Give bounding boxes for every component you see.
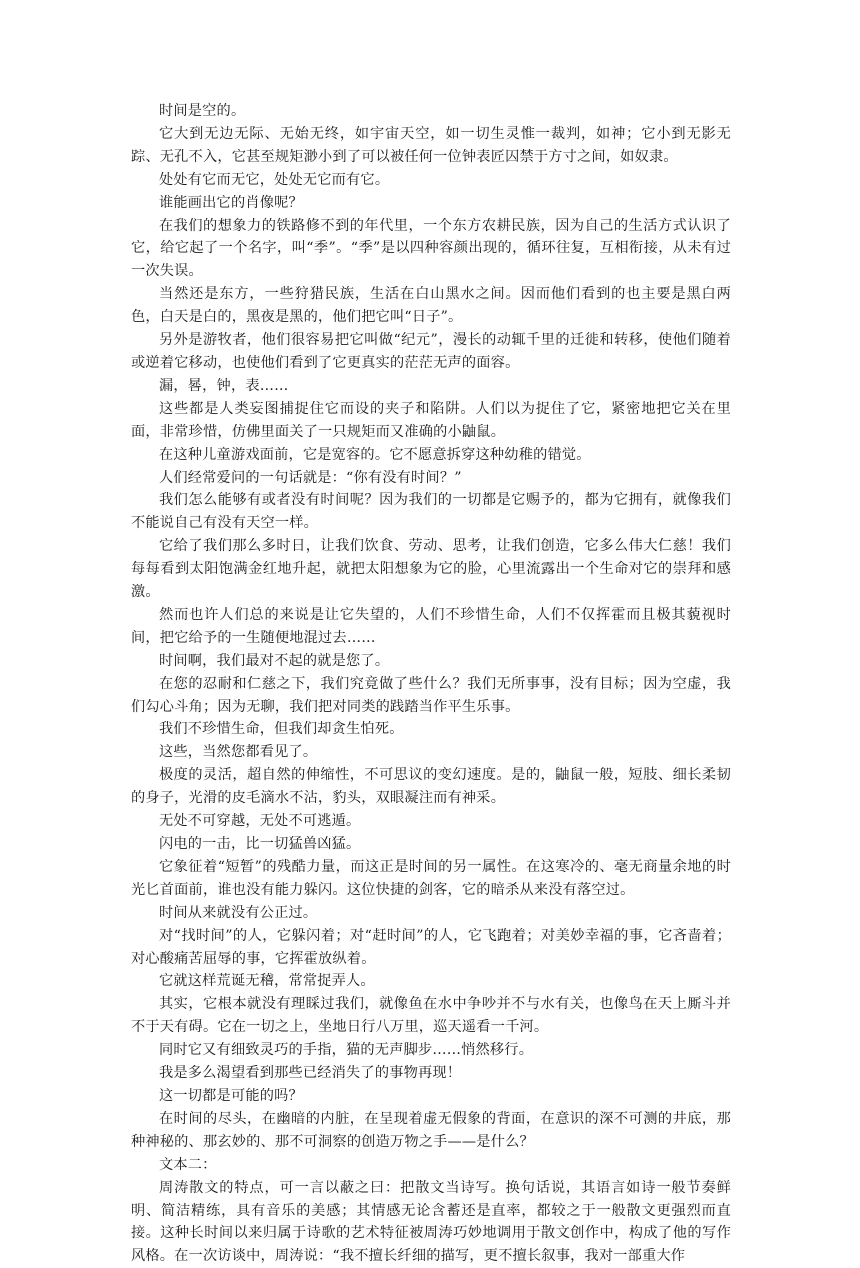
paragraph: 它大到无边无际、无始无终，如宇宙天空，如一切生灵惟一裁判，如神；它小到无影无踪、无孔不入，它甚至规矩渺小到了可以被任何一位钟表匠囚禁于方寸之间，如奴隶。 <box>131 125 731 165</box>
paragraph: 我们怎么能够有或者没有时间呢？因为我们的一切都是它赐予的，都为它拥有，就像我们不能说自己有没有天空一样。 <box>131 492 731 532</box>
paragraph: 无处不可穿越，无处不可逃遁。 <box>159 813 361 830</box>
paragraph: 其实，它根本就没有理睬过我们，就像鱼在水中争吵并不与水有关，也像鸟在天上厮斗并不于天有碍。它在一切之上，坐地日行八万里，巡天遥看一千河。 <box>131 996 731 1036</box>
paragraph: 在时间的尽头，在幽暗的内脏，在呈现着虚无假象的背面，在意识的深不可测的井底，那种神秘的、那玄妙的、那不可洞察的创造万物之手——是什么？ <box>131 1110 731 1150</box>
paragraph: 在您的忍耐和仁慈之下，我们究竟做了些什么？我们无所事事，没有目标；因为空虚，我们勾心斗角；因为无聊，我们把对同类的践踏当作平生乐事。 <box>131 675 731 715</box>
paragraph: 对“找时间”的人，它躲闪着；对“赶时间”的人，它飞跑着；对美妙幸福的事，它吝啬着；对心酸痛苦屈辱的事，它挥霍放纵着。 <box>131 927 731 967</box>
paragraph: 它给了我们那么多时日，让我们饮食、劳动、思考，让我们创造，它多么伟大仁慈！我们每每看到太阳饱满金红地升起，就把太阳想象为它的脸，心里流露出一个生命对它的崇拜和感激。 <box>131 538 731 601</box>
paragraph: 在这种儿童游戏面前，它是宽容的。它不愿意拆穿这种幼稚的错觉。 <box>159 446 591 463</box>
paragraph: 同时它又有细致灵巧的手指，猫的无声脚步……悄然移行。 <box>159 1042 534 1059</box>
paragraph: 当然还是东方，一些狩猎民族，生活在白山黑水之间。因而他们看到的也主要是黑白两色，白天是白的，黑夜是黑的，他们把它叫“日子”。 <box>131 286 731 326</box>
paragraph: 在我们的想象力的铁路修不到的年代里，一个东方农耕民族，因为自己的生活方式认识了它，给它起了一个名字，叫“季”。“季”是以四种容颜出现的，循环往复，互相衔接，从未有过一次失误。 <box>131 217 731 280</box>
paragraph: 另外是游牧者，他们很容易把它叫做“纪元”，漫长的动辄千里的迁徙和转移，使他们随着或逆着它移动，也使他们看到了它更真实的茫茫无声的面容。 <box>131 332 731 371</box>
paragraph: 谁能画出它的肖像呢？ <box>159 194 303 211</box>
paragraph: 时间从来就没有公正过。 <box>159 904 318 921</box>
paragraph: 我们不珍惜生命，但我们却贪生怕死。 <box>159 721 404 738</box>
paragraph: 这些都是人类妄图捕捉住它而设的夹子和陷阱。人们以为捉住了它，紧密地把它关在里面，非常珍惜，仿佛里面关了一只规矩而又准确的小鼬鼠。 <box>131 400 731 440</box>
paragraph: 人们经常爱问的一句话就是：“你有没有时间？” <box>159 469 462 486</box>
paragraph: 然而也许人们总的来说是让它失望的，人们不珍惜生命，人们不仅挥霍而且极其藐视时间，把它给予的一生随便地混过去…… <box>131 606 731 646</box>
paragraph: 闪电的一击，比一切猛兽凶猛。 <box>159 836 361 852</box>
paragraph: 周涛散文的特点，可一言以蔽之曰：把散文当诗写。换句话说，其语言如诗一般节奏鲜明、简洁精练，具有音乐的美感；其情感无论含蓄还是直率，都较之于一般散文更强烈而直接。这种长时间以来归属于诗歌的艺术特征被周涛巧妙地调用于散文创作中，构成了他的写作风格。在一次访谈中，周涛说：“我不擅长纤细的描写，更不擅长叙事，我对一部重大作 <box>131 1179 731 1265</box>
paragraph: 这一切都是可能的吗？ <box>159 1087 303 1104</box>
paragraph: 它就这样荒诞无稽，常常捉弄人。 <box>159 973 375 990</box>
paragraph: 漏，晷，钟，表…… <box>159 377 289 394</box>
paragraph: 时间是空的。 <box>159 103 246 119</box>
paragraph: 这些，当然您都看见了。 <box>159 744 318 761</box>
paragraph: 极度的灵活，超自然的伸缩性，不可思议的变幻速度。是的，鼬鼠一般，短肢、细长柔韧的身子，光滑的皮毛滴水不沾，豹头，双眼凝注而有神采。 <box>131 767 731 807</box>
paragraph: 我是多么渴望看到那些已经消失了的事物再现！ <box>159 1065 462 1082</box>
paragraph: 处处有它而无它，处处无它而有它。 <box>159 171 390 188</box>
paragraph: 时间啊，我们最对不起的就是您了。 <box>159 652 390 669</box>
paragraph: 它象征着“短暂”的残酷力量，而这正是时间的另一属性。在这寒冷的、毫无商量余地的时光匕首面前，谁也没有能力躲闪。这位快捷的剑客，它的暗杀从来没有落空过。 <box>131 858 731 898</box>
section-heading: 文本二： <box>159 1156 217 1173</box>
document-page <box>131 100 731 1268</box>
